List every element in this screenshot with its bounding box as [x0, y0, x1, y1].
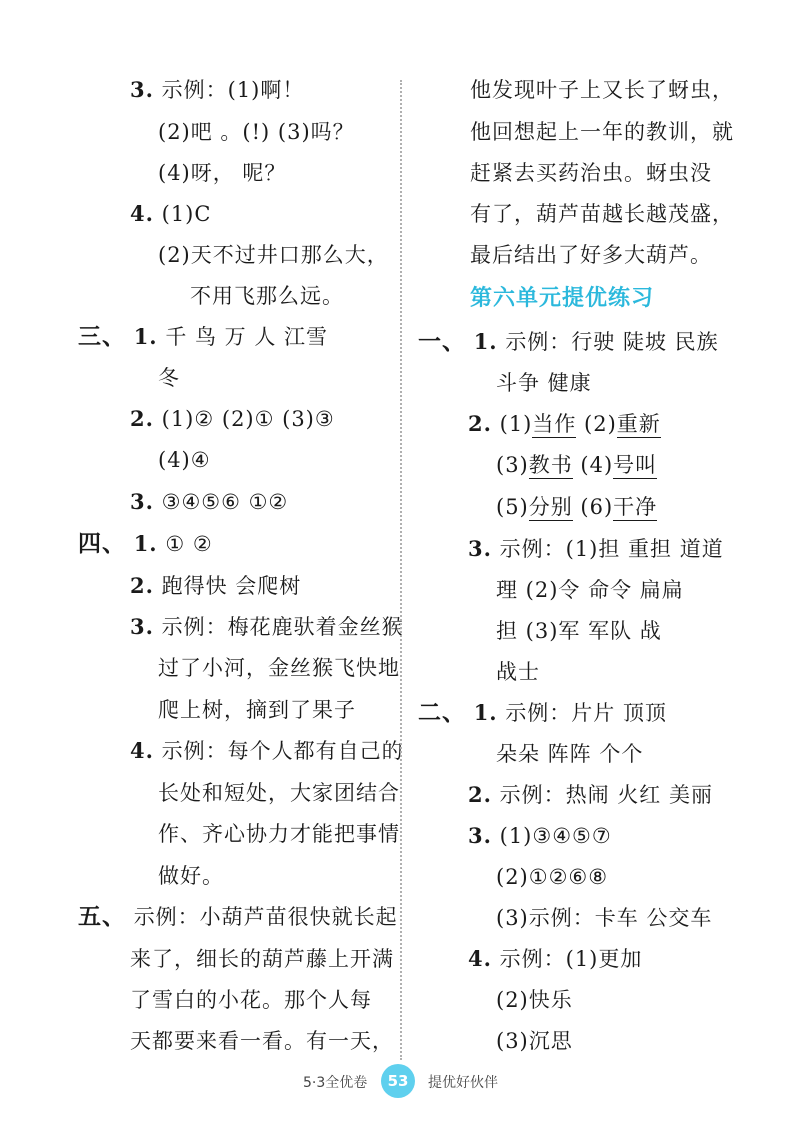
answer-text: 示例：(1)担 重担 道道: [499, 537, 724, 561]
underlined-answer: 教书: [528, 453, 573, 477]
section-heading: 四、: [78, 530, 126, 557]
page-number-badge: 53: [381, 1064, 415, 1098]
answer-text: (5): [496, 495, 529, 519]
answer-line: [418, 328, 719, 356]
question-number: 3.: [130, 614, 154, 639]
question-number: 3.: [130, 489, 154, 514]
answer-line: [130, 488, 288, 516]
answer-line: 赶紧去买药治虫。蚜虫没: [470, 161, 712, 185]
answer-text: 示例：行驶 陡坡 民族: [505, 330, 719, 354]
answer-line: 担 (3)军 军队 战: [496, 619, 662, 643]
answer-line: [496, 451, 657, 479]
answer-line: (2)快乐: [496, 988, 573, 1012]
underlined-answer: 分别: [528, 495, 573, 519]
answer-line: [468, 535, 724, 563]
answer-text: (1)C: [161, 202, 212, 226]
section-heading: 五、: [78, 903, 126, 930]
answer-line: [78, 903, 398, 931]
answer-text: 示例：小葫芦苗很快就长起: [133, 905, 398, 929]
underlined-answer: 当作: [532, 412, 577, 436]
answer-text: 示例：片片 顶顶: [505, 701, 667, 725]
question-number: 2.: [468, 782, 492, 807]
answer-line: [130, 405, 335, 433]
answer-line: 朵朵 阵阵 个个: [496, 742, 644, 766]
question-number: 1.: [133, 531, 158, 556]
answer-line: [468, 822, 612, 850]
answer-line: 理 (2)令 命令 扁扁: [496, 578, 684, 602]
answer-text: 示例：(1)更加: [499, 947, 643, 971]
answer-text: 示例：每个人都有自己的: [161, 739, 404, 763]
underlined-answer: 重新: [616, 412, 661, 436]
answer-line: 最后结出了好多大葫芦。: [470, 243, 712, 267]
answer-line: 他发现叶子上又长了蚜虫，: [470, 78, 734, 102]
answer-line: 不用飞那么远。: [190, 284, 344, 308]
answer-line: [130, 613, 404, 641]
question-number: 2.: [130, 573, 154, 598]
answer-line: 战士: [496, 660, 540, 684]
question-number: 4.: [130, 738, 154, 763]
answer-line: 作、齐心协力才能把事情: [158, 822, 400, 846]
underlined-answer: 号叫: [613, 453, 658, 477]
answer-line: 天都要来看一看。有一天，: [130, 1029, 394, 1053]
column-divider: [400, 80, 402, 1060]
answer-text: 千 鸟 万 人 江雪: [165, 325, 329, 349]
question-number: 3.: [468, 823, 492, 848]
section-heading: 三、: [78, 323, 126, 350]
answer-text: (1): [499, 412, 533, 436]
answer-text: (4): [572, 453, 614, 477]
answer-line: (4)④: [158, 448, 211, 472]
question-number: 4.: [468, 946, 492, 971]
section-heading: 一、: [418, 328, 466, 355]
answer-line: (2)天不过井口那么大，: [158, 243, 389, 267]
answer-line: 来了，细长的葫芦藤上开满: [130, 947, 394, 971]
answer-line: 他回想起上一年的教训，就: [470, 120, 734, 144]
answer-line: 做好。: [158, 864, 224, 888]
question-number: 1.: [473, 700, 498, 725]
answer-line: [78, 530, 213, 558]
question-number: 4.: [130, 201, 154, 226]
answer-text: (1)② (2)① (3)③: [161, 407, 335, 431]
answer-line: (3)沉思: [496, 1029, 573, 1053]
answer-text: 示例：(1)啊！: [161, 78, 305, 102]
answer-text: (1)③④⑤⑦: [499, 824, 612, 848]
answer-line: [418, 699, 667, 727]
answer-line: (2)①②⑥⑧: [496, 865, 609, 889]
footer-brand: 5·3全优卷: [303, 1075, 368, 1091]
answer-line: [78, 323, 328, 351]
page-footer: [0, 1064, 800, 1098]
section-heading: 二、: [418, 699, 466, 726]
answer-line: (3)示例：卡车 公交车: [496, 906, 713, 930]
question-number: 1.: [473, 329, 498, 354]
answer-line: 有了，葫芦苗越长越茂盛，: [470, 202, 734, 226]
answer-text: ① ②: [165, 532, 213, 556]
answer-line: [130, 76, 304, 104]
answer-line: 长处和短处，大家团结合: [158, 781, 400, 805]
answer-line: [130, 572, 301, 600]
answer-line: [468, 781, 713, 809]
answer-text: ③④⑤⑥ ①②: [161, 490, 289, 514]
question-number: 3.: [130, 77, 154, 102]
answer-line: (2)吧 。(!) (3)吗？: [158, 120, 355, 144]
answer-line: [496, 493, 657, 521]
answer-line: 过了小河，金丝猴飞快地: [158, 656, 400, 680]
answer-line: (4)呀， 呢？: [158, 161, 287, 185]
question-number: 3.: [468, 536, 492, 561]
answer-text: (3): [496, 453, 529, 477]
answer-line: 了雪白的小花。那个人每: [130, 988, 372, 1012]
answer-line: [468, 945, 642, 973]
answer-text: 示例：梅花鹿驮着金丝猴: [161, 615, 404, 639]
answer-line: 爬上树，摘到了果子: [158, 698, 356, 722]
underlined-answer: 干净: [613, 495, 658, 519]
answer-text: (2): [576, 412, 617, 436]
answer-text: 示例：热闹 火红 美丽: [499, 783, 713, 807]
footer-slogan: 提优好伙伴: [428, 1075, 498, 1091]
question-number: 2.: [468, 411, 492, 436]
unit-title: 第六单元提优练习: [470, 286, 655, 311]
answer-line: 斗争 健康: [496, 371, 592, 395]
answer-line: [130, 200, 211, 228]
question-number: 2.: [130, 406, 154, 431]
answer-line: [130, 737, 404, 765]
answer-line: [468, 410, 661, 438]
question-number: 1.: [133, 324, 158, 349]
answer-line: 冬: [158, 366, 180, 390]
answer-text: (6): [572, 495, 614, 519]
answer-text: 跑得快 会爬树: [161, 574, 302, 598]
